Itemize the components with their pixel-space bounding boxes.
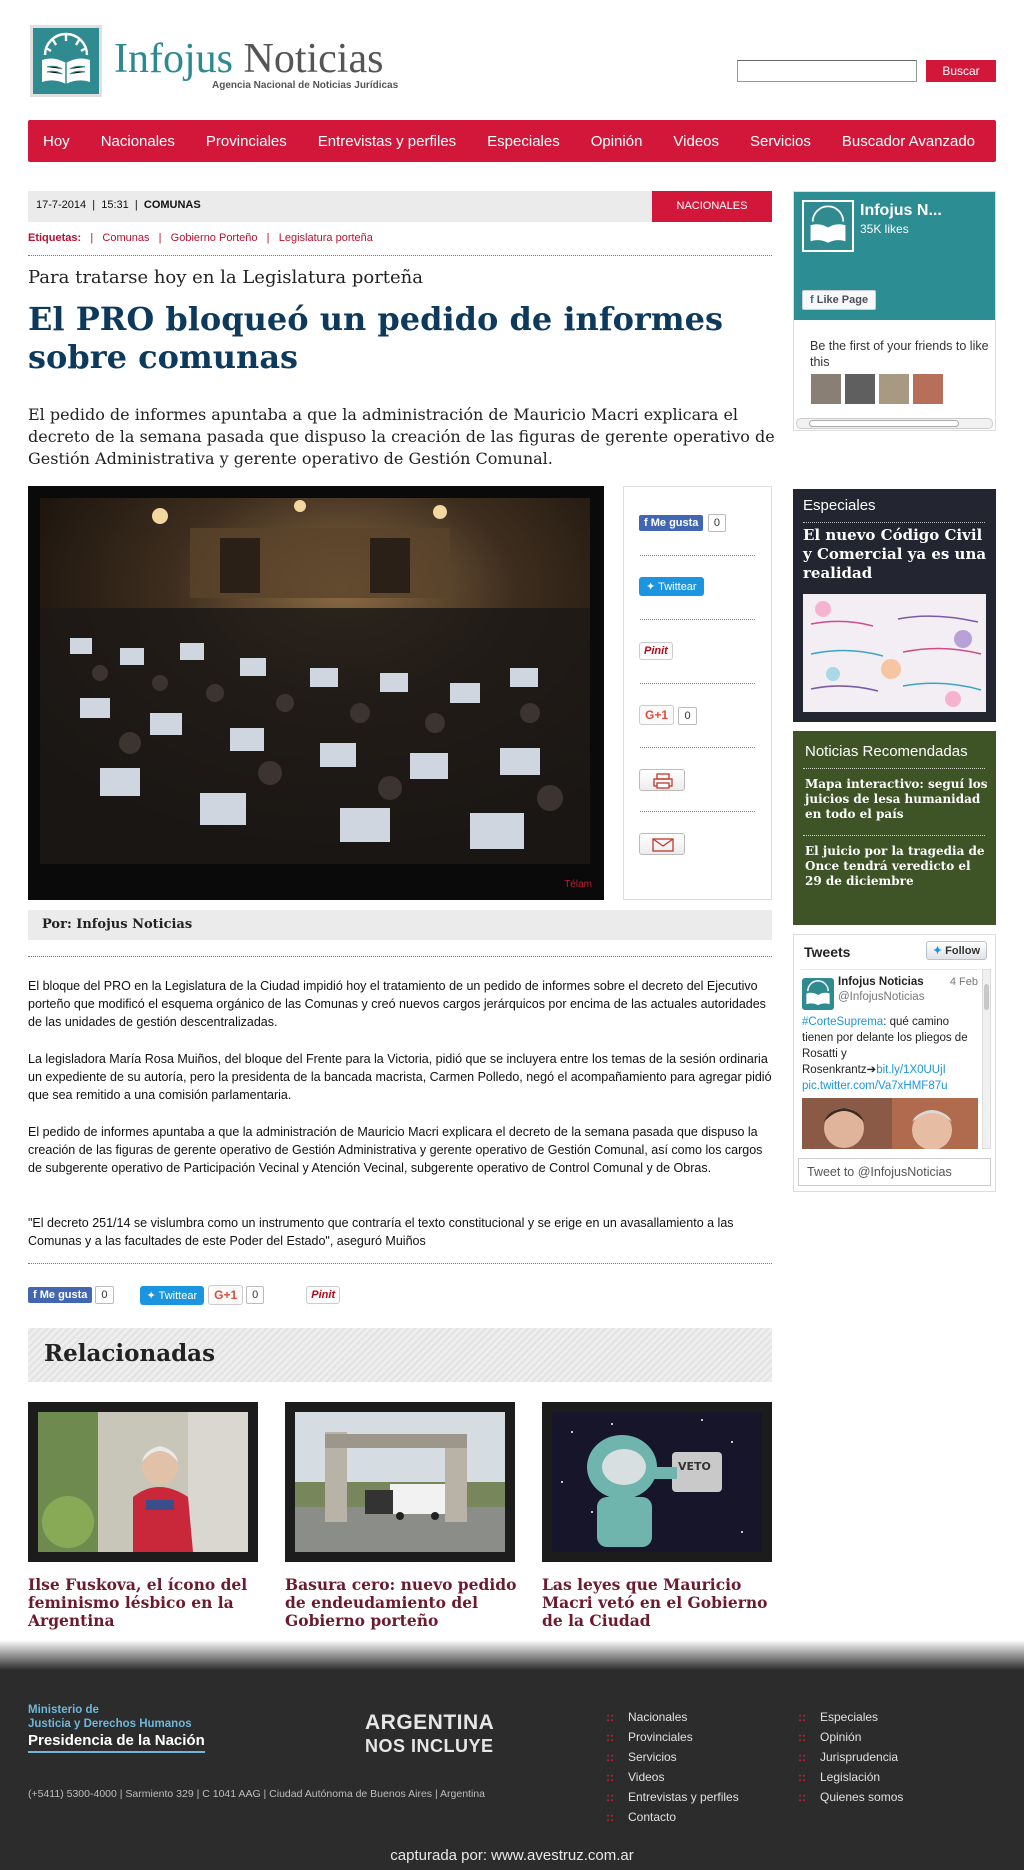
article-photo[interactable] [28,486,604,900]
footer-shadow [0,1640,1024,1670]
facebook-icon: f [644,517,648,529]
email-widget[interactable] [639,833,685,861]
fb-like-page-button[interactable] [802,290,876,310]
related-caption[interactable]: Basura cero: nuevo pedido de endeudamiento del Gobierno porteño [285,1575,517,1630]
footer-link[interactable]: :: Servicios [606,1747,739,1767]
avatar[interactable] [844,373,876,405]
section-badge[interactable]: NACIONALES [652,191,772,222]
tweet-hashtag[interactable]: #CorteSuprema [802,1016,884,1028]
photo-credit: Télam [564,879,592,890]
fb-like-button[interactable] [639,515,703,531]
divider [28,255,772,256]
related-caption[interactable]: Las leyes que Mauricio Macri vetó en el Gobierno de la Ciudad [542,1575,768,1630]
related-caption[interactable]: Ilse Fuskova, el ícono del feminismo lésbico en la Argentina [28,1575,248,1630]
footer-link[interactable]: :: Quienes somos [798,1787,903,1807]
argentina-logo[interactable]: ARGENTINA [365,1711,495,1734]
nav-item-servicios[interactable]: Servicios [750,132,811,150]
gplus-button[interactable]: G+1 [208,1285,243,1305]
footer-link[interactable]: :: Jurisprudencia [798,1747,903,1767]
footer-address: (+5411) 5300-4000 | Sarmiento 329 | C 1041 AAG | Ciudad Autónoma de Buenos Aires | Argentina [28,1788,485,1800]
open-book-icon [802,978,834,1010]
fb-friend-avatars [810,373,944,405]
nos-incluye-logo[interactable]: NOS INCLUYE [365,1736,494,1756]
especiales-box [793,489,996,722]
footer-link[interactable]: :: Videos [606,1767,739,1787]
tweet-handle[interactable]: @InfojusNoticias [838,991,925,1003]
ministerio-line: Ministerio de [28,1704,99,1716]
fb-like-count: 0 [95,1286,113,1304]
site-logo-emblem[interactable] [30,25,102,97]
divider [640,555,755,556]
open-book-icon [33,28,99,94]
tag-link[interactable]: Comunas [102,232,150,244]
envelope-icon [640,834,686,856]
article-paragraph: El bloque del PRO en la Legislatura de la Ciudad impidió hoy el tratamiento de un pedido de informes sobre el decreto del Ejecutivo porteño que modificó el esquema orgánico de las Comunas y creó nuevos cargos jerárquicos por encima de las actuales autoridades de las unidades de gestión descentralizadas. [28,979,766,1029]
especiales-headline[interactable]: El nuevo Código Civil y Comercial ya es una realidad [803,526,987,582]
divider [640,747,755,748]
article-time: 15:31 [101,199,129,211]
printer-icon [640,770,686,792]
pinit-button[interactable]: Pinit [306,1286,340,1304]
article-date: 17-7-2014 [36,199,87,211]
print-widget[interactable] [639,769,685,797]
scrollbar-thumb[interactable] [809,420,959,427]
follow-label: Follow [945,945,980,957]
print-button[interactable] [639,769,685,791]
pinit-button[interactable]: Pinit [639,642,673,660]
twitter-follow-button[interactable] [926,941,987,960]
footer-link[interactable]: :: Legislación [798,1767,903,1787]
related-image[interactable] [285,1402,515,1562]
svg-text:VETO: VETO [678,1460,711,1473]
footer-link[interactable]: :: Entrevistas y perfiles [606,1787,739,1807]
divider [640,619,755,620]
article-paragraph: "El decreto 251/14 se vislumbra como un instrumento que contraría el texto constitucional y se erige en un avasallamiento a las Comunas y a las facultades de este Poder del Estado", aseguró Muiños [28,1216,734,1248]
logo-word-infojus: Infojus [114,36,233,82]
ministerio-logo[interactable] [28,1703,192,1731]
tweet-body: : qué camino tienen por delante los pliegos de Rosatti y Rosenkrantz➔ [802,1016,968,1076]
gplus-count: 0 [246,1286,264,1304]
fb-page-widget [793,191,996,431]
search-input[interactable] [737,60,917,82]
divider [640,683,755,684]
tweet-feed [800,969,980,1149]
related-photo-veto [552,1412,762,1552]
facebook-icon: f [33,1289,37,1301]
gplus-widget[interactable] [639,705,697,725]
fb-page-cover[interactable] [794,192,995,320]
nav-item-provinciales[interactable]: Provinciales [205,132,287,150]
tweet-media-link[interactable]: pic.twitter.com/Va7xHMF87u [802,1080,948,1092]
fb-like-page-label: Like Page [816,294,869,306]
fb-like-widget[interactable] [639,513,726,532]
related-photo-basura [295,1412,505,1552]
divider [803,835,985,836]
article-lead: El pedido de informes apuntaba a que la administración de Mauricio Macri explicara el decreto de la semana pasada que dispuso la creación de las figuras de gerente operativo de Gestión Administrativa y gerente operativo de Gestión Comunal. [28,405,775,468]
footer-link[interactable]: :: Contacto [606,1807,739,1827]
especiales-title[interactable]: Especiales [803,497,876,514]
ministerio-line: Justicia y Derechos Humanos [28,1718,192,1730]
recomendadas-box [793,731,996,925]
tweets-widget [793,934,996,1192]
divider [28,956,772,957]
related-image[interactable] [28,1402,258,1562]
especiales-image[interactable] [803,594,986,712]
facebook-icon: f [810,294,814,306]
divider [803,522,985,523]
tweet-author[interactable]: Infojus Noticias [838,976,924,988]
fb-like-label: Me gusta [39,1289,88,1301]
tags-label: Etiquetas: [28,232,82,244]
legislature-photo [40,498,590,864]
nav-item-especiales[interactable]: Especiales [487,132,560,150]
scrollbar-thumb[interactable] [984,984,989,1010]
logo-subtitle: Agencia Nacional de Noticias Jurídicas [212,80,399,91]
article-tags: Etiquetas: | Comunas | Gobierno Porteño | Legislatura porteña [28,232,373,244]
article-category[interactable]: COMUNAS [143,199,201,211]
fb-like-button[interactable] [28,1287,92,1303]
tag-link[interactable]: Legislatura porteña [278,232,373,244]
article-paragraph: El pedido de informes apuntaba a que la administración de Mauricio Macri explicara el decreto de la semana pasada que dispuso la creación de las figuras de gerente operativo de Gestión Administrativa y gerente operativo de Gestión Comunal, así como los cargos de subgerente operativo de Participación Vecinal y Atención Vecinal, subgerente operativo de Control Comunal y de Obras. [28,1125,763,1175]
related-photo-fuskova [38,1412,248,1552]
related-image[interactable] [542,1402,772,1562]
share-row-bottom [28,1284,340,1306]
twitter-bird-icon: ✦ [932,945,943,957]
divider [28,1263,772,1264]
recomendada-link[interactable]: Mapa interactivo: seguí los juicios de lesa humanidad en todo el país [805,777,988,821]
logo-word-noticias: Noticias [233,36,384,82]
fb-like-label: Me gusta [650,517,699,529]
nav-item-nacionales[interactable]: Nacionales [100,132,175,150]
tweet-link[interactable]: bit.ly/1X0UUjI [876,1064,946,1076]
tag-link[interactable]: Gobierno Porteño [170,232,258,244]
recomendada-link[interactable]: El juicio por la tragedia de Once tendrá veredicto el 29 de diciembre [805,844,985,888]
open-book-icon [804,202,852,250]
tweet-avatar[interactable] [802,978,834,1010]
article-author: Por: Infojus Noticias [42,917,193,932]
article-paragraph: La legisladora María Rosa Muiños, del bloque del Frente para la Victoria, pidió que se incluyera entre los temas de la sesión ordinaria un expediente de su autoría, pero la presidenta de la bancada macrista, Carmen Polledo, negó el acompañamiento para agregar pidió que sea remitido a una comisión parlamentaria. [28,1052,772,1102]
pinit-widget[interactable] [639,641,673,660]
nav-item-buscador-avanzado[interactable]: Buscador Avanzado [841,132,976,150]
footer-link[interactable]: :: Provinciales [606,1727,739,1747]
tweet-button[interactable] [140,1286,205,1305]
fb-page-likes: 35K likes [860,222,909,236]
search-button[interactable]: Buscar [926,60,996,82]
avatar[interactable] [878,373,910,405]
article-meta: 17-7-2014 | 15:31 | COMUNAS [36,199,201,211]
main-nav [28,120,996,162]
tweet-button[interactable] [639,577,704,596]
divider [803,768,985,769]
related-title: Relacionadas [44,1340,216,1367]
gplus-button[interactable]: G+1 [639,705,674,725]
divider [640,811,755,812]
fb-like-count: 0 [708,514,726,532]
footer-link[interactable]: :: Nacionales [606,1707,739,1727]
fb-page-avatar [802,200,854,252]
twitter-bird-icon: ✦ [646,581,656,593]
twitter-bird-icon: ✦ [146,1289,156,1302]
tweet-feed-scrollbar[interactable] [982,969,991,1149]
presidencia-logo[interactable]: Presidencia de la Nación [28,1732,205,1753]
recomendadas-title: Noticias Recomendadas [805,743,968,760]
fb-friends-text: Be the first of your friends to like this [810,339,989,369]
footer-links-col2 [798,1707,903,1807]
tweet-label: Twittear [658,581,697,593]
footer-link[interactable]: :: Especiales [798,1707,903,1727]
nav-item-videos[interactable]: Videos [673,132,720,150]
avatar[interactable] [810,373,842,405]
article-headline: El PRO bloqueó un pedido de informes sobre comunas [28,300,724,376]
fb-page-name[interactable]: Infojus N... [860,202,942,219]
tweet-compose-input[interactable]: Tweet to @InfojusNoticias [798,1158,991,1186]
nav-item-opinion[interactable]: Opinión [590,132,643,150]
email-button[interactable] [639,833,685,855]
site-logo-wordmark[interactable] [114,36,383,82]
tweet-widget[interactable] [639,577,704,596]
share-column [623,486,772,900]
tweets-title: Tweets [804,944,851,960]
tweet-date[interactable]: 4 Feb [949,976,978,988]
fb-widget-scrollbar[interactable] [796,418,993,429]
tweet-text [802,1014,978,1094]
tweet-label: Twittear [158,1289,198,1302]
nav-item-hoy[interactable]: Hoy [43,132,70,150]
nav-item-entrevistas[interactable]: Entrevistas y perfiles [317,132,457,150]
avatar[interactable] [912,373,944,405]
tweet-media-image[interactable] [802,1098,978,1149]
gplus-count: 0 [678,707,696,725]
footer-link[interactable]: :: Opinión [798,1727,903,1747]
capture-watermark: capturada por: www.avestruz.com.ar [390,1847,634,1864]
footer-links-col1 [606,1707,739,1827]
article-kicker: Para tratarse hoy en la Legislatura porteña [28,267,424,288]
